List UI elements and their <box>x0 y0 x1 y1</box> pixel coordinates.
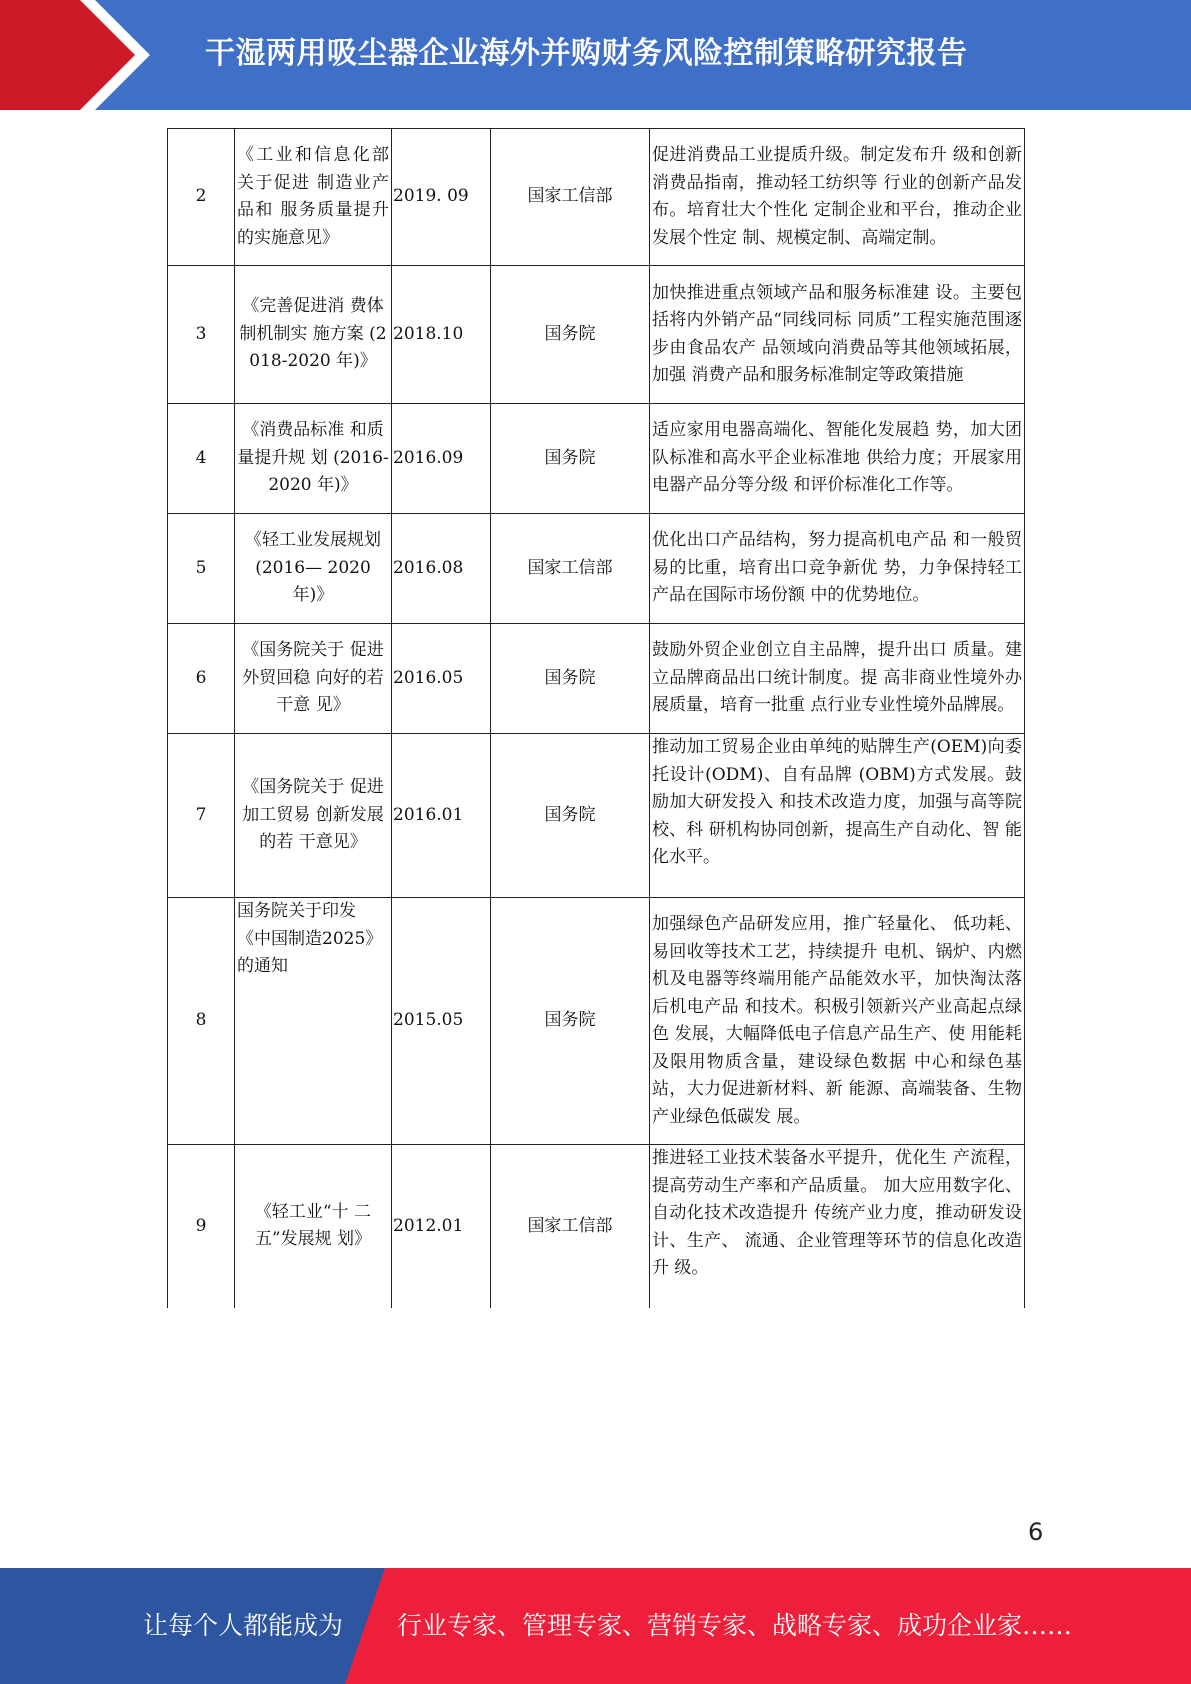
policy-date: 2015.05 <box>392 898 491 1145</box>
policy-date: 2016.05 <box>392 624 491 734</box>
header-red-arrow-shape <box>0 0 150 110</box>
issuing-department: 国家工信部 <box>491 1145 650 1308</box>
row-number: 9 <box>168 1145 235 1308</box>
table-row <box>168 404 1025 514</box>
row-number: 8 <box>168 898 235 1145</box>
footer-slogan-left: 让每个人都能成为 <box>143 1611 344 1640</box>
table-row <box>168 734 1025 898</box>
page-header <box>0 0 1191 110</box>
policy-name: 国务院关于印发《中国制造2025》的通知 <box>235 898 392 1145</box>
policy-date: 2016.08 <box>392 514 491 624</box>
issuing-department: 国务院 <box>491 734 650 898</box>
policy-date: 2012.01 <box>392 1145 491 1308</box>
policy-table <box>167 128 1025 1308</box>
policy-description: 加强绿色产品研发应用，推广轻量化、 低功耗、易回收等技术工艺，持续提升 电机、锅炉、内燃机及电器等终端用能产品能效水平，加快淘汰落后机电产品 和技术。积极引领新兴产业高起点绿色 发展，大幅降低电子信息产品生产、使 用能耗及限用物质含量，建设绿色数据 中心和绿色基站，大力促进新材料、新 能源、高端装备、生物产业绿色低碳发 展。 <box>650 898 1025 1145</box>
policy-name: 《国务院关于 促进外贸回稳 向好的若干意 见》 <box>235 624 392 734</box>
policy-description: 促进消费品工业提质升级。制定发布升 级和创新消费品指南，推动轻工纺织等 行业的创新产品发布。培育壮大个性化 定制企业和平台，推动企业发展个性定 制、规模定制、高端定制。 <box>650 129 1025 266</box>
table-row <box>168 624 1025 734</box>
issuing-department: 国务院 <box>491 898 650 1145</box>
row-number: 7 <box>168 734 235 898</box>
page-number: 6 <box>1028 1518 1044 1546</box>
policy-table-container <box>167 128 1024 1308</box>
row-number: 2 <box>168 129 235 266</box>
row-number: 4 <box>168 404 235 514</box>
table-row <box>168 266 1025 404</box>
policy-date: 2018.10 <box>392 266 491 404</box>
table-row <box>168 898 1025 1145</box>
document-title: 干湿两用吸尘器企业海外并购财务风险控制策略研究报告 <box>205 36 968 71</box>
issuing-department: 国务院 <box>491 624 650 734</box>
policy-description: 加快推进重点领域产品和服务标准建 设。主要包括将内外销产品“同线同标 同质”工程实施范围逐步由食品农产 品领域向消费品等其他领域拓展，加强 消费产品和服务标准制定等政策措施 <box>650 266 1025 404</box>
issuing-department: 国务院 <box>491 266 650 404</box>
row-number: 6 <box>168 624 235 734</box>
policy-name: 《国务院关于 促进加工贸易 创新发展的若 干意见》 <box>235 734 392 898</box>
policy-name: 《消费品标准 和质量提升规 划 (2016-2020 年)》 <box>235 404 392 514</box>
policy-description: 推动加工贸易企业由单纯的贴牌生产(OEM)向委托设计(ODM)、自有品牌 (OBM)方式发展。鼓励加大研发投入 和技术改造力度，加强与高等院校、科 研机构协同创新，提高生产自动化、智 能化水平。 <box>650 734 1025 898</box>
policy-name: 《轻工业发展规划(2016— 2020 年)》 <box>235 514 392 624</box>
issuing-department: 国务院 <box>491 404 650 514</box>
table-row <box>168 514 1025 624</box>
row-number: 3 <box>168 266 235 404</box>
table-row <box>168 129 1025 266</box>
page-footer <box>0 1568 1191 1684</box>
issuing-department: 国家工信部 <box>491 514 650 624</box>
policy-description: 优化出口产品结构，努力提高机电产品 和一般贸易的比重，培育出口竞争新优 势，力争保持轻工产品在国际市场份额 中的优势地位。 <box>650 514 1025 624</box>
policy-description: 适应家用电器高端化、智能化发展趋 势，加大团队标准和高水平企业标准地 供给力度；开展家用电器产品分等分级 和评价标准化工作等。 <box>650 404 1025 514</box>
footer-slogan-right: 行业专家、管理专家、营销专家、战略专家、成功企业家…… <box>397 1611 1073 1640</box>
policy-name: 《完善促进消 费体制机制实 施方案 (2018-2020 年)》 <box>235 266 392 404</box>
policy-date: 2016.01 <box>392 734 491 898</box>
issuing-department: 国家工信部 <box>491 129 650 266</box>
policy-description: 推进轻工业技术装备水平提升，优化生 产流程，提高劳动生产率和产品质量。 加大应用数字化、自动化技术改造提升 传统产业力度，推动研发设计、生产、 流通、企业管理等环节的信息化改造升 级。 <box>650 1145 1025 1308</box>
policy-date: 2019. 09 <box>392 129 491 266</box>
table-row <box>168 1145 1025 1308</box>
policy-description: 鼓励外贸企业创立自主品牌，提升出口 质量。建立品牌商品出口统计制度。提 高非商业性境外办展质量，培育一批重 点行业专业性境外品牌展。 <box>650 624 1025 734</box>
policy-date: 2016.09 <box>392 404 491 514</box>
policy-name: 《工业和信息化部关于促进 制造业产品和 服务质量提升 的实施意见》 <box>235 129 392 266</box>
row-number: 5 <box>168 514 235 624</box>
policy-name: 《轻工业“十 二五”发展规 划》 <box>235 1145 392 1308</box>
